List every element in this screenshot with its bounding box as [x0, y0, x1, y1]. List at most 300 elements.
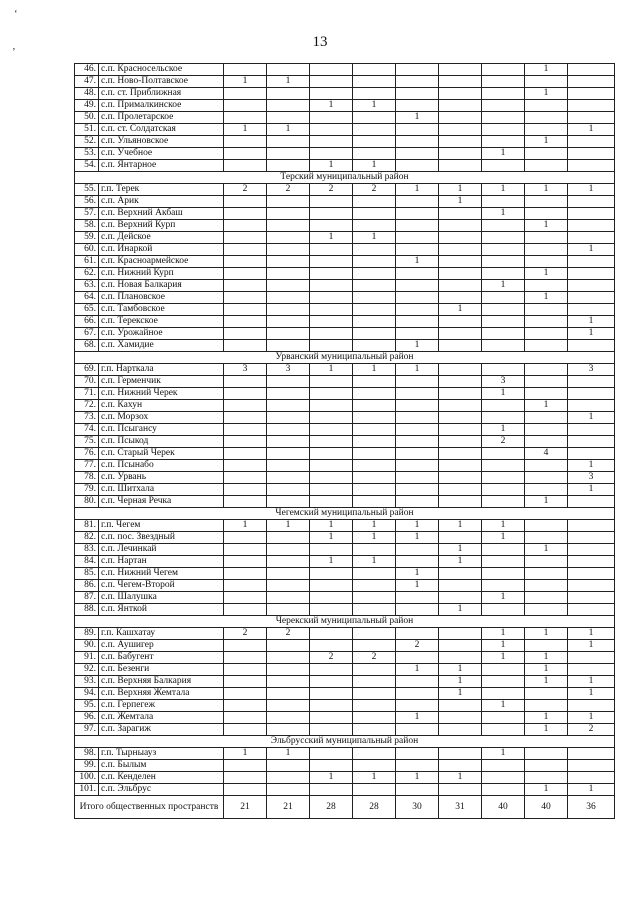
value-cell — [525, 556, 568, 568]
value-cell: 4 — [525, 448, 568, 460]
value-cell — [568, 268, 615, 280]
value-cell — [439, 388, 482, 400]
table-row — [75, 784, 615, 796]
value-cell — [224, 232, 267, 244]
value-cell — [525, 460, 568, 472]
value-cell — [439, 436, 482, 448]
value-cell: 1 — [482, 520, 525, 532]
value-cell — [396, 232, 439, 244]
value-cell — [353, 208, 396, 220]
settlement-name: с.п. Былым — [99, 760, 224, 772]
row-number: 62. — [75, 268, 99, 280]
table-row — [75, 112, 615, 124]
value-cell — [310, 604, 353, 616]
value-cell — [439, 400, 482, 412]
table-row — [75, 232, 615, 244]
table-row — [75, 76, 615, 88]
row-number: 64. — [75, 292, 99, 304]
value-cell — [396, 748, 439, 760]
row-number: 51. — [75, 124, 99, 136]
value-cell — [482, 664, 525, 676]
value-cell — [396, 88, 439, 100]
row-number: 78. — [75, 472, 99, 484]
value-cell — [568, 568, 615, 580]
value-cell — [267, 544, 310, 556]
district-header-row — [75, 616, 615, 628]
value-cell: 1 — [439, 664, 482, 676]
table-row — [75, 328, 615, 340]
row-number: 66. — [75, 316, 99, 328]
value-cell — [353, 280, 396, 292]
value-cell — [396, 244, 439, 256]
value-cell — [396, 556, 439, 568]
row-number: 50. — [75, 112, 99, 124]
value-cell: 1 — [439, 676, 482, 688]
value-cell: 1 — [439, 688, 482, 700]
value-cell — [267, 256, 310, 268]
value-cell — [224, 268, 267, 280]
value-cell — [267, 208, 310, 220]
row-number: 74. — [75, 424, 99, 436]
value-cell — [439, 484, 482, 496]
total-row — [75, 796, 615, 819]
value-cell — [525, 76, 568, 88]
value-cell: 3 — [267, 364, 310, 376]
value-cell — [224, 580, 267, 592]
row-number: 80. — [75, 496, 99, 508]
value-cell: 3 — [224, 364, 267, 376]
value-cell — [310, 400, 353, 412]
value-cell — [482, 784, 525, 796]
value-cell — [353, 256, 396, 268]
value-cell — [396, 652, 439, 664]
value-cell — [267, 244, 310, 256]
value-cell — [353, 400, 396, 412]
settlement-name: с.п. Герменчик — [99, 376, 224, 388]
value-cell — [267, 532, 310, 544]
value-cell: 1 — [568, 640, 615, 652]
district-title: Чегемский муниципальный район — [75, 508, 615, 520]
settlement-name: с.п. Верхний Курп — [99, 220, 224, 232]
page-number: 13 — [312, 34, 328, 50]
table-row — [75, 208, 615, 220]
table-row — [75, 640, 615, 652]
value-cell — [568, 100, 615, 112]
row-number: 61. — [75, 256, 99, 268]
value-cell — [224, 292, 267, 304]
value-cell — [267, 568, 310, 580]
value-cell — [224, 64, 267, 76]
value-cell — [267, 772, 310, 784]
value-cell — [310, 580, 353, 592]
value-cell — [439, 424, 482, 436]
row-number: 72. — [75, 400, 99, 412]
value-cell: 1 — [439, 604, 482, 616]
row-number: 100. — [75, 772, 99, 784]
value-cell — [267, 340, 310, 352]
value-cell — [353, 640, 396, 652]
value-cell — [525, 484, 568, 496]
value-cell — [482, 772, 525, 784]
value-cell — [353, 544, 396, 556]
value-cell — [568, 544, 615, 556]
value-cell: 1 — [482, 184, 525, 196]
value-cell — [310, 376, 353, 388]
value-cell — [396, 424, 439, 436]
value-cell: 1 — [568, 484, 615, 496]
value-cell: 1 — [525, 400, 568, 412]
row-number: 85. — [75, 568, 99, 580]
value-cell — [224, 136, 267, 148]
value-cell — [310, 388, 353, 400]
value-cell — [439, 160, 482, 172]
table-row — [75, 748, 615, 760]
value-cell — [439, 268, 482, 280]
value-cell — [224, 376, 267, 388]
value-cell — [525, 328, 568, 340]
row-number: 59. — [75, 232, 99, 244]
table-row — [75, 412, 615, 424]
value-cell — [310, 268, 353, 280]
value-cell: 1 — [353, 160, 396, 172]
value-cell — [353, 292, 396, 304]
settlement-name: с.п. Новая Балкария — [99, 280, 224, 292]
total-value-cell: 31 — [439, 796, 482, 819]
value-cell — [224, 100, 267, 112]
value-cell — [482, 196, 525, 208]
value-cell: 1 — [396, 256, 439, 268]
total-label: Итого общественных пространств — [75, 796, 224, 819]
value-cell — [353, 148, 396, 160]
settlement-name: с.п. Хамидие — [99, 340, 224, 352]
value-cell — [310, 64, 353, 76]
value-cell — [396, 160, 439, 172]
row-number: 97. — [75, 724, 99, 736]
value-cell — [482, 568, 525, 580]
settlement-name: с.п. Красносельское — [99, 64, 224, 76]
value-cell: 1 — [525, 652, 568, 664]
value-cell — [224, 460, 267, 472]
table-row — [75, 700, 615, 712]
value-cell: 3 — [568, 364, 615, 376]
total-value-cell: 36 — [568, 796, 615, 819]
value-cell — [396, 448, 439, 460]
value-cell: 2 — [568, 724, 615, 736]
settlement-name: с.п. Урожайное — [99, 328, 224, 340]
row-number: 94. — [75, 688, 99, 700]
value-cell: 1 — [267, 124, 310, 136]
value-cell: 1 — [310, 100, 353, 112]
value-cell — [439, 88, 482, 100]
value-cell — [224, 724, 267, 736]
settlement-name: с.п. Старый Черек — [99, 448, 224, 460]
settlement-name: г.п. Нарткала — [99, 364, 224, 376]
table-row — [75, 100, 615, 112]
table-row — [75, 304, 615, 316]
value-cell: 1 — [353, 532, 396, 544]
settlement-name: с.п. Арик — [99, 196, 224, 208]
total-value-cell: 30 — [396, 796, 439, 819]
value-cell — [568, 604, 615, 616]
value-cell — [267, 88, 310, 100]
value-cell — [439, 220, 482, 232]
table-row — [75, 376, 615, 388]
value-cell — [482, 676, 525, 688]
value-cell — [353, 676, 396, 688]
table-row — [75, 556, 615, 568]
value-cell: 1 — [396, 568, 439, 580]
value-cell: 1 — [482, 628, 525, 640]
value-cell — [568, 148, 615, 160]
value-cell — [267, 424, 310, 436]
value-cell: 1 — [310, 772, 353, 784]
value-cell: 1 — [439, 544, 482, 556]
value-cell: 1 — [353, 100, 396, 112]
value-cell: 1 — [525, 712, 568, 724]
value-cell — [353, 496, 396, 508]
settlement-name: с.п. Шитхала — [99, 484, 224, 496]
value-cell: 1 — [439, 184, 482, 196]
value-cell — [525, 700, 568, 712]
settlement-name: г.п. Чегем — [99, 520, 224, 532]
value-cell: 2 — [353, 652, 396, 664]
settlement-name: с.п. Учебное — [99, 148, 224, 160]
value-cell: 1 — [482, 700, 525, 712]
value-cell — [439, 232, 482, 244]
value-cell — [482, 556, 525, 568]
value-cell: 1 — [482, 424, 525, 436]
value-cell: 2 — [482, 436, 525, 448]
value-cell — [224, 664, 267, 676]
value-cell — [396, 376, 439, 388]
value-cell — [396, 280, 439, 292]
table-row — [75, 436, 615, 448]
row-number: 86. — [75, 580, 99, 592]
settlement-name: с.п. Красноармейское — [99, 256, 224, 268]
value-cell — [310, 412, 353, 424]
value-cell — [310, 592, 353, 604]
value-cell — [310, 448, 353, 460]
row-number: 84. — [75, 556, 99, 568]
settlement-name: с.п. Янтарное — [99, 160, 224, 172]
table-row — [75, 400, 615, 412]
district-header-row — [75, 352, 615, 364]
settlement-name: с.п. Псынабо — [99, 460, 224, 472]
row-number: 58. — [75, 220, 99, 232]
value-cell — [439, 64, 482, 76]
table-row — [75, 532, 615, 544]
value-cell — [267, 676, 310, 688]
table-row — [75, 448, 615, 460]
value-cell — [224, 484, 267, 496]
value-cell — [396, 304, 439, 316]
value-cell: 1 — [353, 520, 396, 532]
table-row — [75, 676, 615, 688]
value-cell — [482, 364, 525, 376]
value-cell — [353, 484, 396, 496]
value-cell: 1 — [396, 712, 439, 724]
value-cell: 1 — [353, 232, 396, 244]
value-cell — [353, 472, 396, 484]
value-cell — [267, 400, 310, 412]
value-cell — [353, 580, 396, 592]
value-cell — [353, 136, 396, 148]
value-cell: 1 — [525, 136, 568, 148]
settlement-name: с.п. Герпегеж — [99, 700, 224, 712]
value-cell — [267, 100, 310, 112]
value-cell — [310, 472, 353, 484]
value-cell — [310, 208, 353, 220]
table-row — [75, 460, 615, 472]
row-number: 91. — [75, 652, 99, 664]
value-cell — [525, 640, 568, 652]
settlement-name: с.п. ст. Солдатская — [99, 124, 224, 136]
value-cell: 1 — [224, 748, 267, 760]
value-cell: 1 — [568, 316, 615, 328]
row-number: 49. — [75, 100, 99, 112]
value-cell — [439, 280, 482, 292]
value-cell — [267, 304, 310, 316]
row-number: 75. — [75, 436, 99, 448]
settlement-name: с.п. Ульяновское — [99, 136, 224, 148]
value-cell: 1 — [482, 388, 525, 400]
value-cell — [224, 196, 267, 208]
value-cell — [267, 784, 310, 796]
value-cell — [310, 640, 353, 652]
value-cell — [310, 688, 353, 700]
value-cell — [568, 760, 615, 772]
value-cell — [224, 640, 267, 652]
settlement-name: с.п. Терекское — [99, 316, 224, 328]
value-cell: 1 — [482, 640, 525, 652]
value-cell — [267, 328, 310, 340]
settlement-name: с.п. Нижний Курп — [99, 268, 224, 280]
row-number: 71. — [75, 388, 99, 400]
value-cell — [396, 100, 439, 112]
value-cell: 1 — [396, 532, 439, 544]
value-cell — [396, 628, 439, 640]
settlement-name: г.п. Кашхатау — [99, 628, 224, 640]
settlement-name: с.п. Нижний Чегем — [99, 568, 224, 580]
value-cell — [482, 340, 525, 352]
total-value-cell: 21 — [224, 796, 267, 819]
settlement-name: с.п. Ново-Полтавское — [99, 76, 224, 88]
value-cell — [267, 268, 310, 280]
value-cell — [525, 568, 568, 580]
row-number: 76. — [75, 448, 99, 460]
value-cell — [224, 496, 267, 508]
value-cell: 1 — [482, 748, 525, 760]
value-cell — [267, 712, 310, 724]
value-cell — [482, 100, 525, 112]
value-cell — [482, 472, 525, 484]
value-cell — [482, 244, 525, 256]
settlement-name: с.п. Урвань — [99, 472, 224, 484]
value-cell — [439, 292, 482, 304]
value-cell — [568, 304, 615, 316]
value-cell — [310, 88, 353, 100]
value-cell — [525, 256, 568, 268]
value-cell — [439, 628, 482, 640]
table-row — [75, 760, 615, 772]
value-cell — [482, 724, 525, 736]
table-row — [75, 136, 615, 148]
value-cell — [310, 712, 353, 724]
value-cell — [525, 760, 568, 772]
value-cell — [224, 316, 267, 328]
value-cell — [267, 592, 310, 604]
row-number: 53. — [75, 148, 99, 160]
value-cell — [396, 220, 439, 232]
value-cell — [396, 760, 439, 772]
value-cell: 1 — [525, 676, 568, 688]
value-cell — [439, 700, 482, 712]
value-cell — [396, 400, 439, 412]
table-row — [75, 292, 615, 304]
row-number: 81. — [75, 520, 99, 532]
value-cell: 1 — [353, 556, 396, 568]
value-cell: 1 — [482, 148, 525, 160]
table-row — [75, 196, 615, 208]
value-cell — [310, 544, 353, 556]
value-cell — [568, 64, 615, 76]
value-cell — [267, 760, 310, 772]
row-number: 67. — [75, 328, 99, 340]
value-cell — [439, 364, 482, 376]
value-cell — [525, 148, 568, 160]
value-cell — [568, 700, 615, 712]
value-cell — [353, 124, 396, 136]
value-cell — [310, 280, 353, 292]
value-cell — [224, 160, 267, 172]
settlement-name: с.п. Аушигер — [99, 640, 224, 652]
value-cell — [267, 496, 310, 508]
value-cell — [439, 136, 482, 148]
value-cell — [267, 580, 310, 592]
value-cell — [353, 328, 396, 340]
value-cell — [396, 208, 439, 220]
value-cell — [439, 640, 482, 652]
value-cell — [310, 700, 353, 712]
value-cell: 1 — [482, 532, 525, 544]
value-cell — [353, 592, 396, 604]
value-cell — [267, 112, 310, 124]
settlement-name: с.п. Тамбовское — [99, 304, 224, 316]
value-cell — [267, 664, 310, 676]
value-cell — [224, 244, 267, 256]
value-cell — [482, 544, 525, 556]
settlement-name: с.п. Верхний Акбаш — [99, 208, 224, 220]
settlement-name: с.п. Янткой — [99, 604, 224, 616]
value-cell: 1 — [439, 196, 482, 208]
value-cell — [224, 412, 267, 424]
value-cell — [396, 328, 439, 340]
value-cell — [396, 700, 439, 712]
row-number: 56. — [75, 196, 99, 208]
value-cell: 1 — [310, 364, 353, 376]
value-cell — [353, 112, 396, 124]
value-cell: 1 — [353, 772, 396, 784]
value-cell — [482, 112, 525, 124]
row-number: 90. — [75, 640, 99, 652]
value-cell — [353, 724, 396, 736]
value-cell — [224, 88, 267, 100]
row-number: 69. — [75, 364, 99, 376]
value-cell — [310, 724, 353, 736]
value-cell — [568, 556, 615, 568]
value-cell — [310, 220, 353, 232]
value-cell — [568, 340, 615, 352]
